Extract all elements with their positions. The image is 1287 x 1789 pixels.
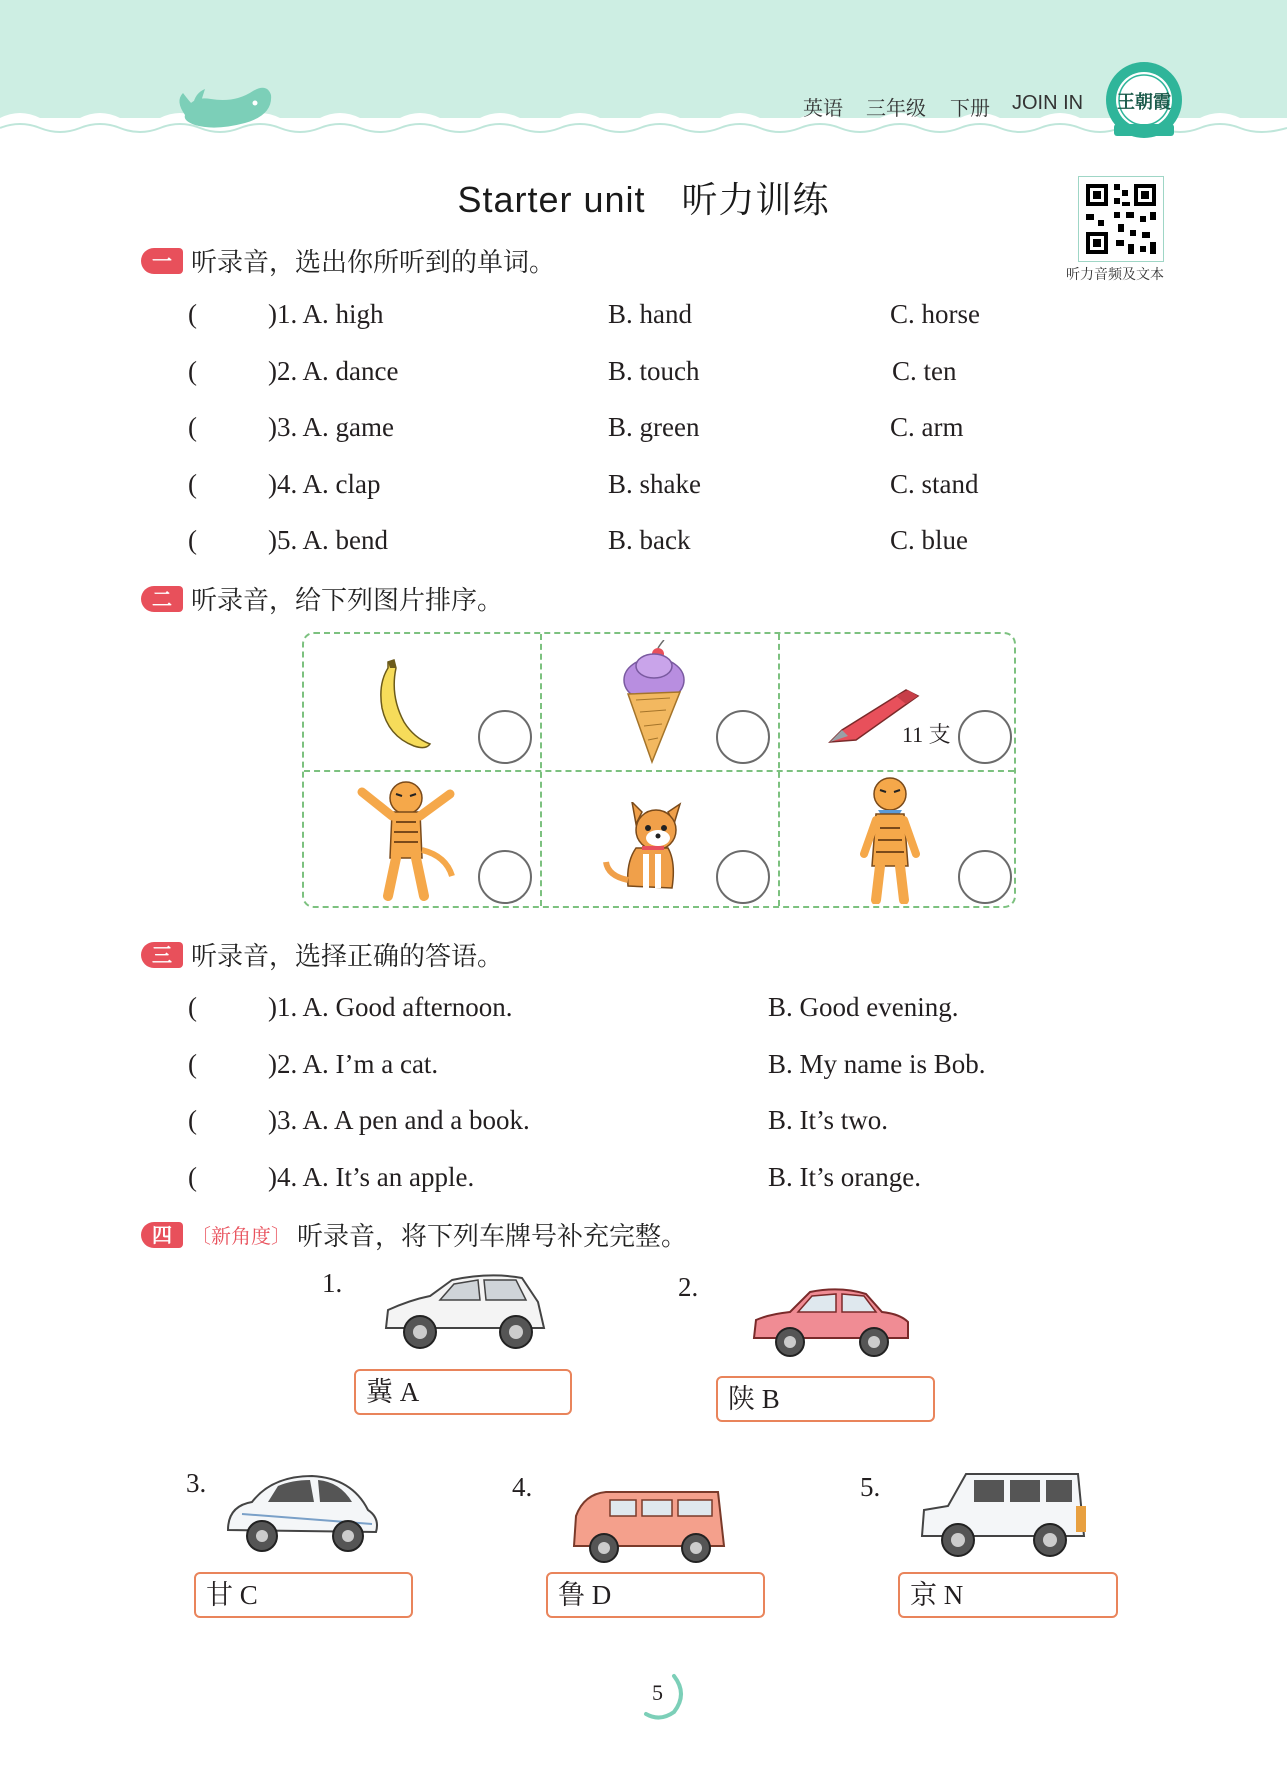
page-number: 5 <box>652 1680 663 1705</box>
dog-icon <box>602 802 692 898</box>
option-b: B. My name is Bob. <box>768 1049 986 1079</box>
car-number: 4. <box>512 1472 533 1502</box>
order-circle[interactable] <box>478 710 532 764</box>
brand-logo <box>1102 58 1186 142</box>
section3-instruction: 听录音，选择正确的答语。 <box>191 942 504 972</box>
option-c: C. horse <box>890 299 980 329</box>
suv-car-icon <box>380 1266 548 1358</box>
header-edition: JOIN IN <box>1012 92 1084 114</box>
beetle-car-icon <box>222 1466 382 1558</box>
order-circle[interactable] <box>716 710 770 764</box>
header-term: 下册 <box>950 96 990 120</box>
car-number: 3. <box>186 1468 207 1498</box>
order-circle[interactable] <box>958 710 1012 764</box>
picture-cell <box>304 634 540 770</box>
option-a: )1. A. high <box>268 299 384 329</box>
answer-blank[interactable]: ( <box>188 525 197 555</box>
option-b: B. green <box>608 412 700 442</box>
van-icon <box>570 1486 730 1566</box>
option-b: B. Good evening. <box>768 992 959 1022</box>
section4-instruction: 听录音，将下列车牌号补充完整。 <box>297 1222 688 1252</box>
list-item <box>188 1044 1088 1084</box>
car-number: 2. <box>678 1272 699 1302</box>
banana-icon <box>368 656 438 752</box>
qr-code[interactable] <box>1078 176 1164 262</box>
logo-text: 王朝霞 <box>1117 92 1171 113</box>
picture-cell <box>780 634 1016 770</box>
option-a: )4. A. clap <box>268 469 381 499</box>
car-number: 1. <box>322 1268 343 1298</box>
answer-blank[interactable]: ( <box>188 356 197 386</box>
answer-blank[interactable]: ( <box>188 299 197 329</box>
list-item <box>188 351 1088 391</box>
header-subject: 英语 <box>803 96 843 120</box>
option-b: B. shake <box>608 469 701 499</box>
section1-heading <box>141 242 555 279</box>
picture-cell <box>304 772 540 908</box>
section4-heading <box>141 1216 687 1253</box>
header-grade: 三年级 <box>866 96 926 120</box>
picture-cell <box>780 772 1016 908</box>
option-c: C. arm <box>890 412 964 442</box>
license-plate-field[interactable]: 京 N <box>898 1572 1118 1618</box>
tiger-waving-icon <box>356 778 456 904</box>
list-item <box>188 1100 1088 1140</box>
section1-instruction: 听录音，选出你所听到的单词。 <box>191 248 556 278</box>
option-a: )5. A. bend <box>268 525 388 555</box>
answer-blank[interactable]: ( <box>188 1162 197 1192</box>
section1-badge: 一 <box>141 248 183 274</box>
option-a: )3. A. game <box>268 412 394 442</box>
option-a: )2. A. I’m a cat. <box>268 1049 439 1079</box>
answer-blank[interactable]: ( <box>188 412 197 442</box>
license-plate-field[interactable]: 甘 C <box>194 1572 413 1618</box>
list-item <box>188 464 1088 504</box>
option-a: )4. A. It’s an apple. <box>268 1162 475 1192</box>
pen-quantity-label: 11 支 <box>902 722 951 747</box>
picture-cell <box>542 634 778 770</box>
section2-badge: 二 <box>141 586 183 612</box>
qr-caption: 听力音频及文本 <box>1066 267 1164 283</box>
sedan-car-icon <box>750 1282 912 1362</box>
section4-badge: 四 <box>141 1222 183 1248</box>
option-b: B. hand <box>608 299 692 329</box>
license-plate-field[interactable]: 冀 A <box>354 1369 572 1415</box>
list-item <box>188 1157 1088 1197</box>
license-plate-field[interactable]: 鲁 D <box>546 1572 765 1618</box>
section3-badge: 三 <box>141 942 183 968</box>
answer-blank[interactable]: ( <box>188 1049 197 1079</box>
answer-blank[interactable]: ( <box>188 469 197 499</box>
ice-cream-icon <box>618 640 688 766</box>
option-a: )3. A. A pen and a book. <box>268 1105 530 1135</box>
answer-blank[interactable]: ( <box>188 992 197 1022</box>
picture-grid <box>302 632 1016 908</box>
option-c: C. stand <box>890 469 979 499</box>
list-item <box>188 294 1088 334</box>
option-c: C. ten <box>892 356 957 386</box>
license-plate-field[interactable]: 陕 B <box>716 1376 935 1422</box>
option-b: B. back <box>608 525 691 555</box>
option-b: B. It’s orange. <box>768 1162 921 1192</box>
option-b: B. It’s two. <box>768 1105 889 1135</box>
section2-instruction: 听录音，给下列图片排序。 <box>191 586 504 616</box>
title-unit: Starter unit <box>457 179 646 220</box>
order-circle[interactable] <box>716 850 770 904</box>
option-b: B. touch <box>608 356 700 386</box>
option-a: )2. A. dance <box>268 356 399 386</box>
section3-heading <box>141 936 503 973</box>
list-item <box>188 407 1088 447</box>
list-item <box>188 987 1088 1027</box>
title-topic: 听力训练 <box>681 180 830 221</box>
jeep-icon <box>918 1466 1088 1562</box>
section2-heading <box>141 580 503 617</box>
list-item <box>188 520 1088 560</box>
section4-tag: 〔新角度〕 <box>191 1224 291 1248</box>
option-a: )1. A. Good afternoon. <box>268 992 513 1022</box>
picture-cell <box>542 772 778 908</box>
order-circle[interactable] <box>478 850 532 904</box>
car-number: 5. <box>860 1472 881 1502</box>
answer-blank[interactable]: ( <box>188 1105 197 1135</box>
whale-icon <box>175 75 275 131</box>
order-circle[interactable] <box>958 850 1012 904</box>
option-c: C. blue <box>890 525 968 555</box>
tiger-standing-icon <box>850 774 930 904</box>
